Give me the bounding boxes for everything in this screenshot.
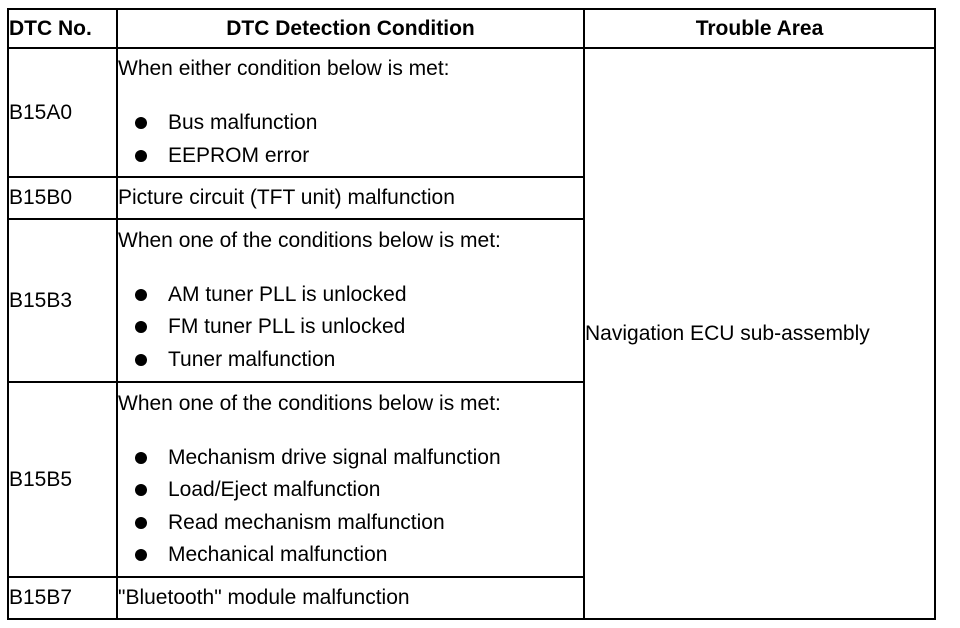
header-dtc-no: DTC No. — [8, 9, 117, 48]
bullet-icon — [135, 484, 147, 496]
header-row — [8, 9, 935, 48]
condition-lead: When either condition below is met: — [118, 57, 450, 80]
bullet-icon — [135, 452, 147, 464]
list-item: FM tuner PLL is unlocked — [118, 311, 583, 344]
bullet-icon — [135, 117, 147, 129]
condition-list — [118, 107, 583, 172]
detection-condition: Picture circuit (TFT unit) malfunction — [117, 177, 584, 219]
dtc-code: B15A0 — [8, 48, 117, 177]
condition-lead: When one of the conditions below is met: — [118, 228, 501, 252]
detection-condition: "Bluetooth" module malfunction — [117, 577, 584, 619]
detection-condition — [117, 219, 584, 382]
dtc-code: B15B0 — [8, 177, 117, 219]
table-row — [8, 48, 935, 177]
condition-list — [118, 442, 583, 572]
header-trouble-area: Trouble Area — [584, 9, 935, 48]
list-item: Load/Eject malfunction — [118, 474, 583, 507]
trouble-area: Navigation ECU sub-assembly — [584, 48, 935, 619]
header-detection-condition: DTC Detection Condition — [117, 9, 584, 48]
dtc-code: B15B5 — [8, 382, 117, 577]
bullet-icon — [135, 549, 147, 561]
condition-list — [118, 279, 583, 377]
detection-condition — [117, 382, 584, 577]
dtc-code: B15B3 — [8, 219, 117, 382]
list-item: Read mechanism malfunction — [118, 507, 583, 540]
list-item: Bus malfunction — [118, 107, 583, 140]
bullet-icon — [135, 517, 147, 529]
list-item: Mechanism drive signal malfunction — [118, 442, 583, 475]
bullet-icon — [135, 321, 147, 333]
bullet-icon — [135, 354, 147, 366]
dtc-code: B15B7 — [8, 577, 117, 619]
bullet-icon — [135, 150, 147, 162]
detection-condition — [117, 48, 584, 177]
list-item: Tuner malfunction — [118, 344, 583, 377]
list-item: AM tuner PLL is unlocked — [118, 279, 583, 312]
condition-lead: When one of the conditions below is met: — [118, 391, 501, 415]
bullet-icon — [135, 289, 147, 301]
dtc-table — [7, 8, 936, 620]
list-item: EEPROM error — [118, 140, 583, 173]
list-item: Mechanical malfunction — [118, 539, 583, 572]
